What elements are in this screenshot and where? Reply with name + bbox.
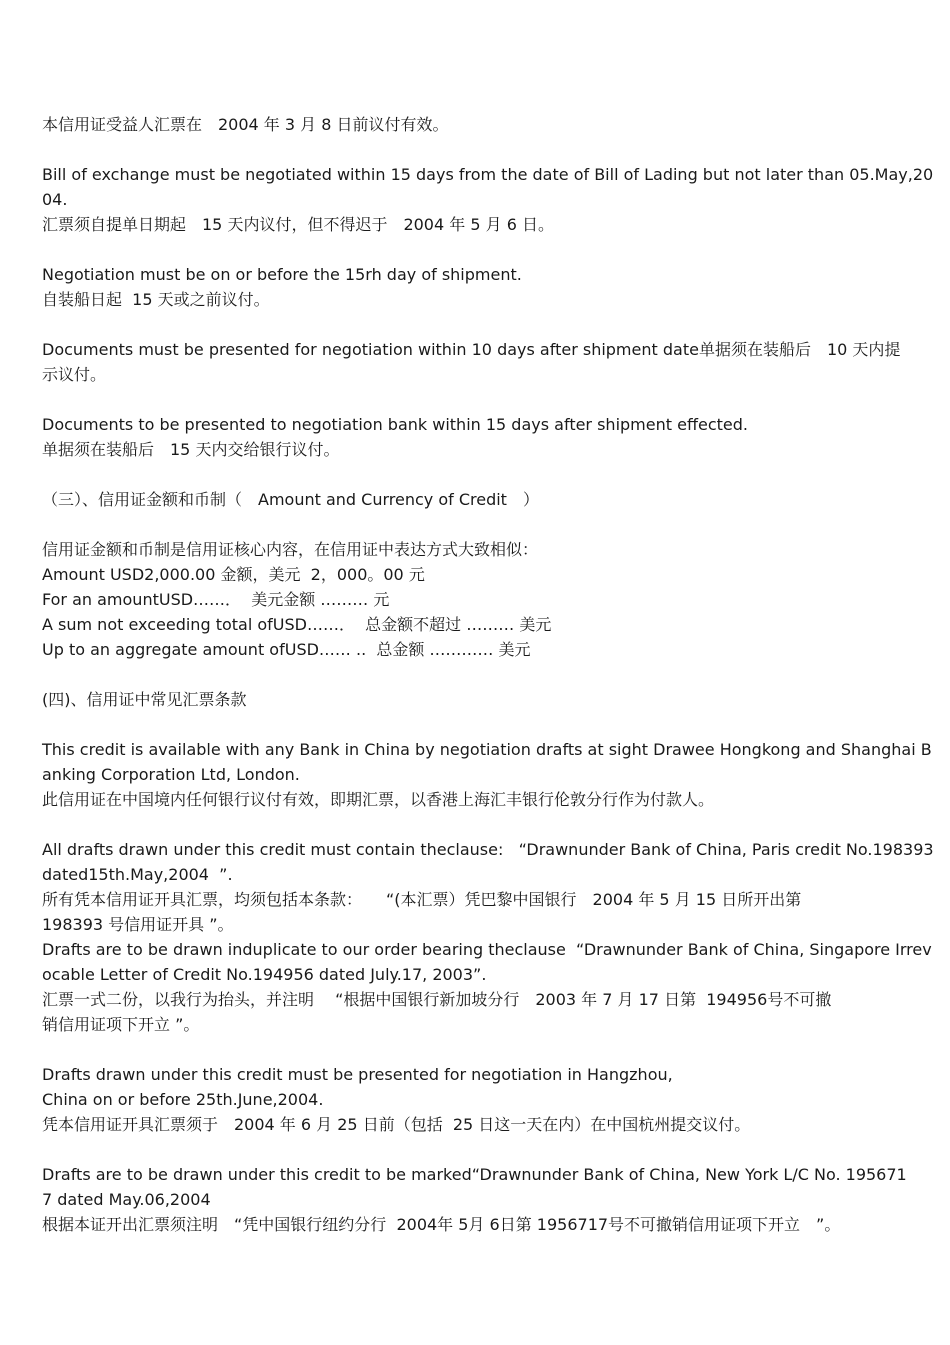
text-line: China on or before 25th.June,2004. <box>42 1090 324 1109</box>
text-line: 汇票一式二份，以我行为抬头，并注明 “根据中国银行新加坡分行 2003 年 7 月 17 日第 194956号不可撤 <box>42 990 832 1009</box>
text-line: anking Corporation Ltd, London. <box>42 765 300 784</box>
text-line: 凭本信用证开具汇票须于 2004 年 6 月 25 日前（包括 25 日这一天在内）在中国杭州提交议付。 <box>42 1115 751 1134</box>
text-line: 所有凭本信用证开具汇票，均须包括本条款： “(本汇票）凭巴黎中国银行 2004 年 5 月 15 日所开出第 <box>42 890 802 909</box>
text-line: Bill of exchange must be negotiated within 15 days from the date of Bill of Lading but not later than 05.May,20 <box>42 165 934 184</box>
text-line: 04. <box>42 190 68 209</box>
blank-line <box>42 312 912 337</box>
section-heading: （三）、信用证金额和币制（ Amount and Currency of Credit ） <box>42 490 539 509</box>
blank-line <box>42 812 912 837</box>
text-line: Up to an aggregate amount ofUSD…… .. 总金额 ………… 美元 <box>42 640 531 659</box>
text-line: 汇票须自提单日期起 15 天内议付，但不得迟于 2004 年 5 月 6 日。 <box>42 215 554 234</box>
text-line: All drafts drawn under this credit must contain theclause: “Drawnunder Bank of China, Paris credit No.198393 <box>42 840 934 859</box>
blank-line <box>42 237 912 262</box>
text-line: Documents must be presented for negotiation within 10 days after shipment date单据须在装船后 10 天内提 <box>42 340 901 359</box>
text-line: 销信用证项下开立 ”。 <box>42 1015 200 1034</box>
blank-line <box>42 662 912 687</box>
blank-line <box>42 1037 912 1062</box>
text-line: 自装船日起 15 天或之前议付。 <box>42 290 270 309</box>
blank-line <box>42 387 912 412</box>
text-line: This credit is available with any Bank in China by negotiation drafts at sight Drawee Hongkong and Shanghai B <box>42 740 932 759</box>
text-line: 单据须在装船后 15 天内交给银行议付。 <box>42 440 340 459</box>
text-line: A sum not exceeding total ofUSD……． 总金额不超过 ……… 美元 <box>42 615 552 634</box>
text-line: ocable Letter of Credit No.194956 dated July.17, 2003”. <box>42 965 487 984</box>
text-line: 本信用证受益人汇票在 2004 年 3 月 8 日前议付有效。 <box>42 115 449 134</box>
text-line: 198393 号信用证开具 ”。 <box>42 915 234 934</box>
text-line: Documents to be presented to negotiation bank within 15 days after shipment effected. <box>42 415 748 434</box>
text-line: Amount USD2,000.00 金额，美元 2，000。00 元 <box>42 565 425 584</box>
text-line: Drafts are to be drawn induplicate to our order bearing theclause “Drawnunder Bank of China, Singapore Irrev <box>42 940 932 959</box>
text-line: 示议付。 <box>42 365 107 384</box>
text-line: Drafts are to be drawn under this credit to be marked“Drawnunder Bank of China, New York L/C No. 195671 <box>42 1165 907 1184</box>
blank-line <box>42 712 912 737</box>
text-line: Drafts drawn under this credit must be presented for negotiation in Hangzhou, <box>42 1065 673 1084</box>
blank-line <box>42 137 912 162</box>
text-line: 此信用证在中国境内任何银行议付有效，即期汇票，以香港上海汇丰银行伦敦分行作为付款人。 <box>42 790 715 809</box>
blank-line <box>42 462 912 487</box>
text-line: dated15th.May,2004 ”. <box>42 865 233 884</box>
text-line: 根据本证开出汇票须注明 “凭中国银行纽约分行 2004年 5月 6日第 1956717号不可撤销信用证项下开立 ”。 <box>42 1215 841 1234</box>
blank-line <box>42 512 912 537</box>
text-line: Negotiation must be on or before the 15rh day of shipment. <box>42 265 522 284</box>
text-line: 信用证金额和币制是信用证核心内容，在信用证中表达方式大致相似： <box>42 540 539 559</box>
blank-line <box>42 1137 912 1162</box>
text-line: For an amountUSD……． 美元金额 ……… 元 <box>42 590 390 609</box>
document-body <box>42 112 934 1237</box>
section-heading: (四)、信用证中常见汇票条款 <box>42 690 247 709</box>
text-line: 7 dated May.06,2004 <box>42 1190 211 1209</box>
